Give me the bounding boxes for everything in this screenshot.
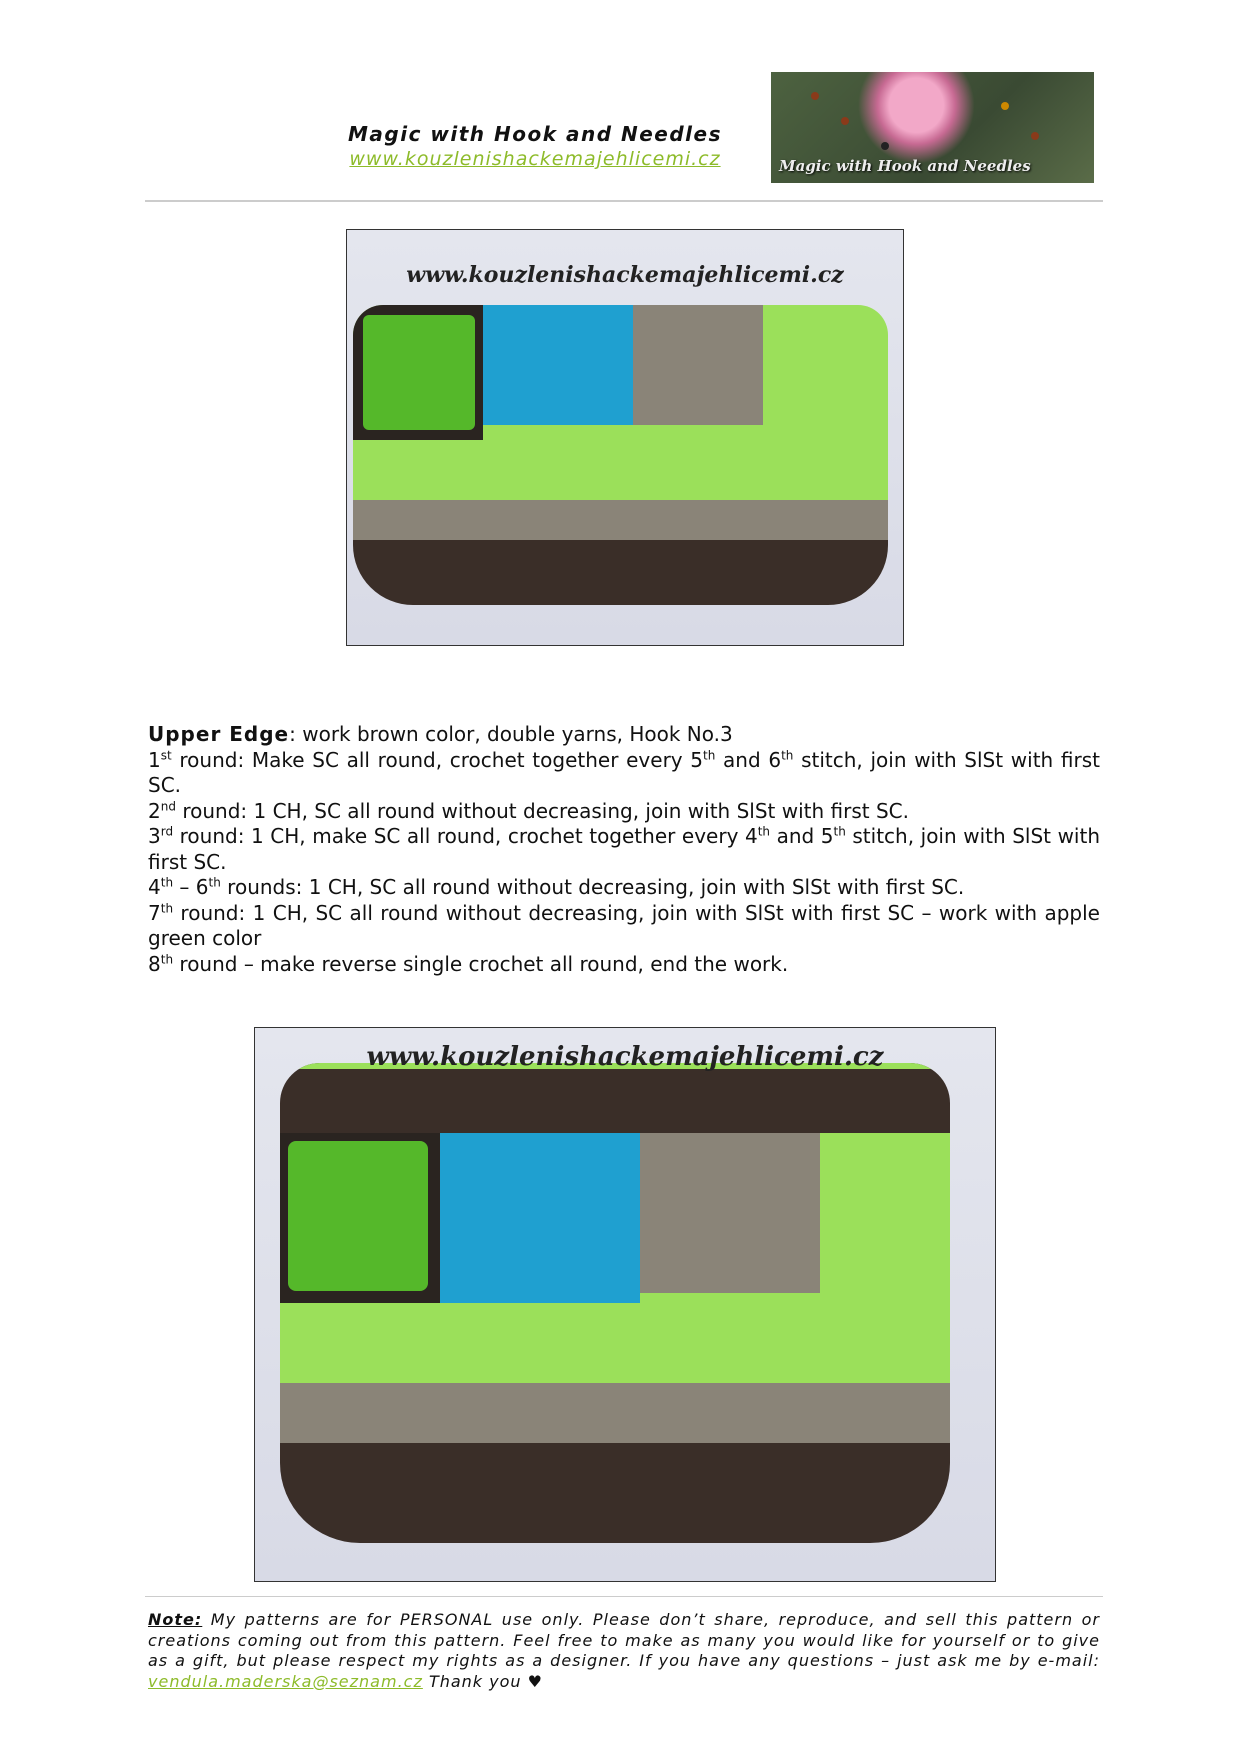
photo-watermark: www.kouzlenishackemajehlicemi.cz xyxy=(406,262,844,288)
bag-photo-2 xyxy=(254,1027,996,1582)
photo-watermark: www.kouzlenishackemajehlicemi.cz xyxy=(366,1042,884,1072)
copyright-note xyxy=(148,1610,1100,1692)
round-8: 8th round – make reverse single crochet all round, end the work. xyxy=(148,951,789,976)
note-text: My patterns are for PERSONAL use only. Please don’t share, reproduce, and sell this pattern or creations coming out from this pattern. Feel free to make as many you would like for yourself or to give as a gift, but please respect my rights as a designer. If you have any questions – just ask me by e-mail: xyxy=(148,1610,1100,1670)
round-2: 2nd round: 1 CH, SC all round without decreasing, join with SlSt with first SC. xyxy=(148,798,909,823)
header-divider xyxy=(145,200,1103,202)
bag-photo-1 xyxy=(346,229,904,646)
site-title: Magic with Hook and Needles xyxy=(348,122,722,146)
note-label: Note: xyxy=(148,1610,203,1629)
instructions xyxy=(148,722,1100,977)
banner-logo-text: Magic with Hook and Needles xyxy=(779,157,1031,175)
footer-divider xyxy=(145,1596,1103,1597)
heading-description: : work brown color, double yarns, Hook No.3 xyxy=(289,722,733,746)
site-url-link[interactable]: www.kouzlenishackemajehlicemi.cz xyxy=(349,148,721,170)
round-1: 1st round: Make SC all round, crochet together every 5th and 6th stitch, join with SlSt with first SC. xyxy=(148,747,1100,797)
banner-image xyxy=(771,72,1094,183)
email-link[interactable]: vendula.maderska@seznam.cz xyxy=(148,1671,423,1691)
instruction-heading-line xyxy=(148,722,1100,748)
section-heading: Upper Edge xyxy=(148,722,290,746)
note-thanks: Thank you ♥ xyxy=(422,1671,543,1691)
round-3: 3rd round: 1 CH, make SC all round, crochet together every 4th and 5th stitch, join with SlSt with first SC. xyxy=(148,824,1101,874)
round-7: 7th round: 1 CH, SC all round without decreasing, join with SlSt with first SC – work with apple green color xyxy=(148,900,1100,950)
rounds-4-6: 4th – 6th rounds: 1 CH, SC all round without decreasing, join with SlSt with first SC. xyxy=(148,875,965,899)
